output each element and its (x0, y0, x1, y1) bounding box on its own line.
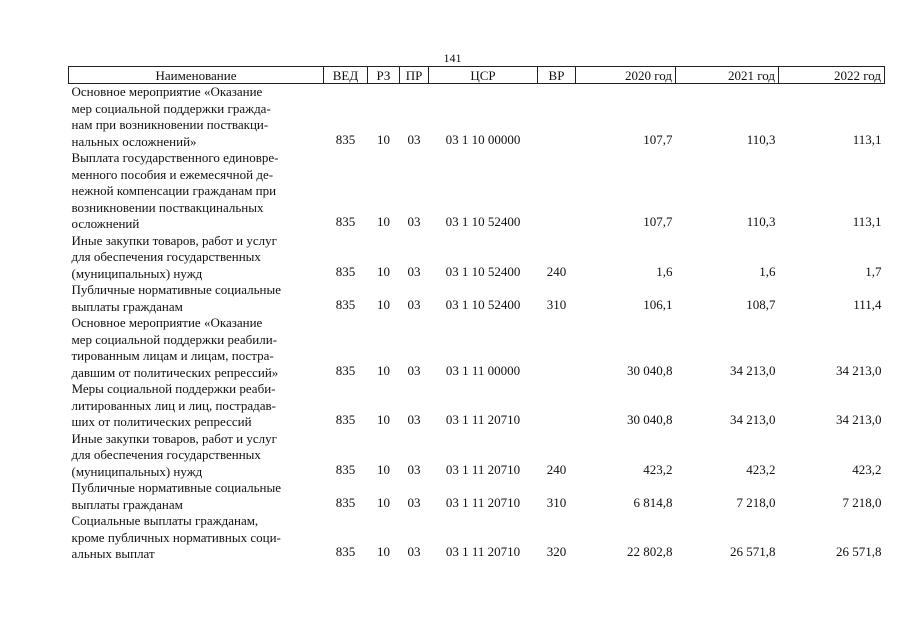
row-value-2022: 34 213,0 (836, 412, 882, 427)
table-row (69, 315, 885, 381)
row-rz: 10 (377, 296, 390, 312)
row-vr: 310 (546, 494, 567, 510)
row-value-2022: 423,2 (852, 461, 882, 477)
row-pr: 03 (407, 412, 421, 427)
row-value-2021: 110,3 (746, 214, 776, 229)
row-vr: 240 (546, 263, 567, 279)
row-pr: 03 (407, 362, 421, 378)
row-value-2022: 113,1 (852, 214, 882, 229)
row-csr: 03 1 10 52400 (445, 296, 521, 312)
row-pr: 03 (407, 461, 421, 477)
row-rz: 10 (377, 362, 390, 378)
row-value-2020: 30 040,8 (627, 362, 673, 378)
row-value-2021: 423,2 (746, 461, 776, 477)
column-header-2020: 2020 год (576, 67, 676, 84)
row-vr (538, 84, 576, 151)
row-pr: 03 (407, 263, 421, 279)
row-ved: 835 (335, 362, 356, 378)
table-row (69, 150, 885, 233)
row-vr: 320 (546, 544, 567, 559)
row-name: Иные закупки товаров, работ и услуг для обеспечения государственных (муниципальных) нужд (71, 232, 277, 281)
row-ved: 835 (335, 544, 356, 559)
row-vr (538, 150, 576, 233)
row-value-2022: 7 218,0 (842, 494, 882, 510)
row-value-2021: 26 571,8 (730, 544, 776, 559)
row-ved: 835 (335, 296, 356, 312)
row-vr (538, 315, 576, 381)
column-header-vr: ВР (538, 67, 576, 84)
row-value-2020: 22 802,8 (627, 544, 673, 559)
table-row (69, 282, 885, 315)
row-value-2022: 113,1 (852, 131, 882, 147)
row-name: Основное мероприятие «Оказание мер социальной поддержки реабили- тированным лицам и лицам, постра- давшим от политических репрессий» (71, 315, 279, 380)
table-row (69, 431, 885, 481)
row-value-2020: 30 040,8 (627, 412, 673, 427)
row-value-2021: 1,6 (759, 263, 776, 279)
table-row (69, 513, 885, 563)
column-header-pr: ПР (400, 67, 429, 84)
column-header-2021: 2021 год (676, 67, 779, 84)
row-name: Иные закупки товаров, работ и услуг для обеспечения государственных (муниципальных) нужд (71, 430, 277, 479)
row-csr: 03 1 11 20710 (445, 494, 521, 510)
row-value-2022: 26 571,8 (836, 544, 882, 559)
row-value-2021: 7 218,0 (736, 494, 776, 510)
row-csr: 03 1 11 00000 (445, 362, 521, 378)
row-value-2020: 423,2 (643, 461, 673, 477)
row-rz: 10 (377, 544, 390, 559)
row-vr: 310 (546, 296, 567, 312)
column-header-2022: 2022 год (779, 67, 885, 84)
row-ved: 835 (335, 263, 356, 279)
row-pr: 03 (407, 494, 421, 510)
row-value-2021: 34 213,0 (730, 412, 776, 427)
table-row (69, 233, 885, 283)
row-value-2022: 34 213,0 (836, 362, 882, 378)
table-body (69, 84, 885, 563)
row-ved: 835 (335, 131, 356, 147)
row-pr: 03 (407, 296, 421, 312)
row-value-2022: 111,4 (853, 296, 882, 312)
row-rz: 10 (377, 131, 390, 147)
row-rz: 10 (377, 412, 390, 427)
table-row (69, 381, 885, 431)
row-value-2020: 106,1 (643, 296, 673, 312)
row-csr: 03 1 10 00000 (445, 131, 521, 147)
row-rz: 10 (377, 263, 390, 279)
row-name: Публичные нормативные социальные выплаты гражданам (71, 480, 281, 512)
row-csr: 03 1 11 20710 (445, 461, 521, 477)
row-ved: 835 (335, 412, 356, 427)
row-name: Меры социальной поддержки реаби- литированных лиц и лиц, пострадав- ших от политических репрессий (71, 381, 276, 429)
row-value-2021: 34 213,0 (730, 362, 776, 378)
row-rz: 10 (377, 214, 390, 229)
row-pr: 03 (407, 214, 421, 229)
row-value-2021: 110,3 (746, 131, 776, 147)
table-header-row (69, 67, 885, 84)
table-row (69, 84, 885, 151)
row-name: Публичные нормативные социальные выплаты гражданам (71, 282, 281, 314)
row-rz: 10 (377, 494, 390, 510)
row-value-2020: 6 814,8 (633, 494, 673, 510)
row-value-2020: 1,6 (656, 263, 673, 279)
column-header-csr: ЦСР (429, 67, 538, 84)
row-vr: 240 (546, 461, 567, 477)
row-ved: 835 (335, 214, 356, 229)
row-value-2021: 108,7 (746, 296, 776, 312)
row-csr: 03 1 10 52400 (445, 214, 521, 229)
row-name: Выплата государственного единовре- менного пособия и ежемесячной де- нежной компенсации гражданам при возникновении поствакцинальных осложнений (71, 150, 279, 231)
column-header-ved: ВЕД (324, 67, 368, 84)
row-name: Социальные выплаты гражданам, кроме публичных нормативных соци- альных выплат (71, 513, 281, 561)
row-value-2020: 107,7 (643, 214, 673, 229)
row-value-2022: 1,7 (865, 263, 882, 279)
row-vr (538, 381, 576, 431)
row-csr: 03 1 11 20710 (445, 544, 521, 559)
row-ved: 835 (335, 494, 356, 510)
column-header-rz: РЗ (368, 67, 400, 84)
budget-table (68, 66, 885, 563)
row-value-2020: 107,7 (643, 131, 673, 147)
row-name: Основное мероприятие «Оказание мер социальной поддержки гражда- нам при возникновении поствакци- нальных осложнений» (71, 84, 271, 149)
row-csr: 03 1 10 52400 (445, 263, 521, 279)
row-rz: 10 (377, 461, 390, 477)
table-row (69, 480, 885, 513)
page-number: 141 (443, 51, 462, 65)
row-ved: 835 (335, 461, 356, 477)
column-header-name: Наименование (69, 67, 324, 84)
row-pr: 03 (407, 544, 421, 559)
row-csr: 03 1 11 20710 (445, 412, 521, 427)
row-pr: 03 (407, 131, 421, 147)
